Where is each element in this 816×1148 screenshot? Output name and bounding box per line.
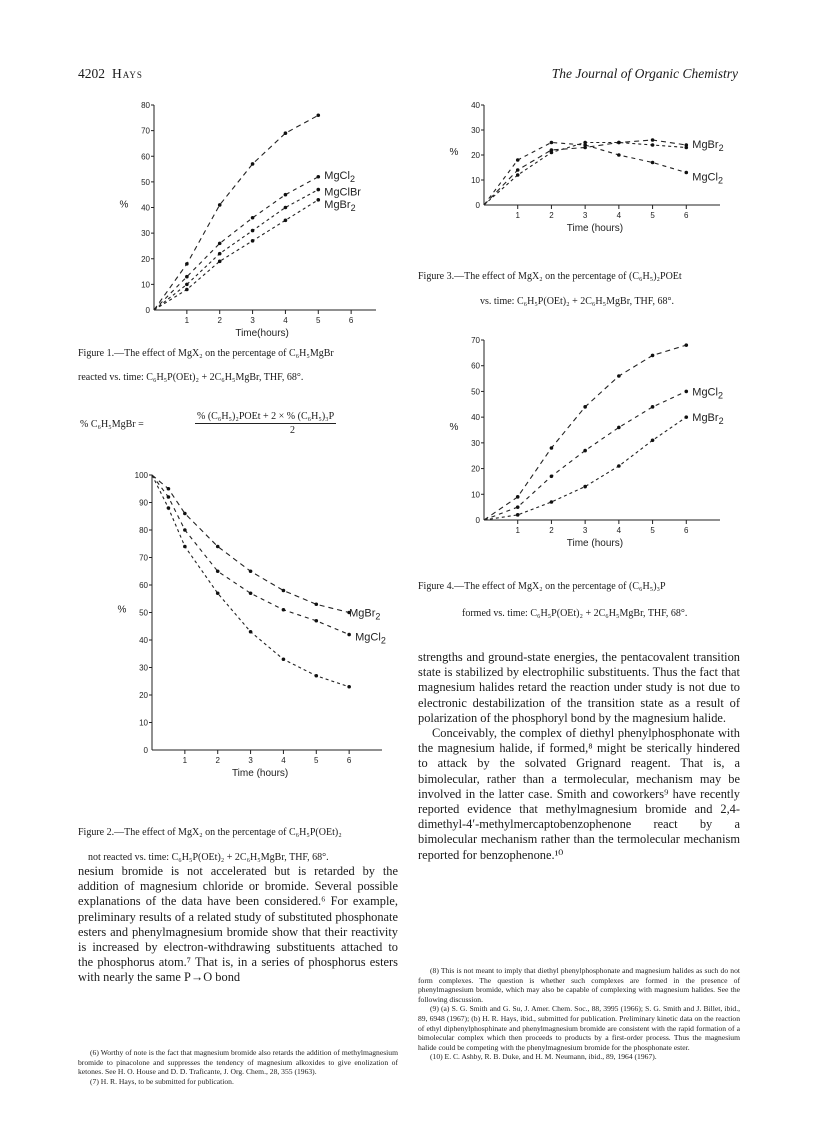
series-line [484, 417, 686, 520]
series-line [154, 177, 318, 310]
data-point [218, 252, 222, 256]
data-point [684, 415, 688, 419]
y-tick-label: 20 [471, 464, 480, 474]
data-point [684, 171, 688, 175]
data-point [617, 426, 621, 430]
data-point [684, 146, 688, 150]
figure-2-chart [100, 465, 400, 805]
figure-1-caption: Figure 1.—The effect of MgX₂ on the percentage of C₆H₅MgBr reacted vs. time: C₆H₅P(OEt)₂ + 2C₆H₅MgBr, THF, 68°. [78, 348, 334, 383]
figure-1-chart [76, 95, 376, 340]
data-point [550, 141, 554, 145]
y-tick-label: 10 [141, 280, 150, 290]
y-tick-label: 100 [134, 471, 148, 480]
x-tick-label: 1 [182, 756, 188, 765]
y-axis-label: % [117, 604, 127, 616]
data-point [282, 608, 286, 612]
y-tick-label: 20 [471, 151, 480, 160]
data-point [583, 485, 587, 489]
data-point [216, 591, 220, 595]
series-label: MgCl$_2$ [692, 171, 723, 186]
y-tick-label: 0 [475, 516, 480, 525]
series-label: MgClBr [324, 186, 361, 199]
y-tick-label: 30 [471, 126, 480, 135]
x-axis-label: Time (hours) [566, 223, 624, 234]
data-point [550, 474, 554, 478]
data-point [185, 288, 189, 292]
data-point [284, 193, 288, 197]
data-point [617, 141, 621, 145]
data-point [583, 141, 587, 145]
x-tick-label: 4 [283, 316, 288, 325]
x-tick-label: 3 [582, 211, 588, 220]
y-tick-label: 30 [141, 229, 150, 239]
y-tick-label: 50 [141, 177, 150, 187]
x-tick-label: 2 [217, 316, 222, 325]
y-tick-label: 80 [141, 101, 150, 110]
y-axis-label: % [449, 422, 459, 433]
journal-title: The Journal of Organic Chemistry [551, 66, 738, 81]
x-tick-label: 6 [684, 211, 689, 220]
footnote-6: (6) Worthy of note is the fact that magnesium bromide also retards the addition of methylmagnesium bromide to pinacolone and suppresses the tendency of magnesium alkoxides to give enolization of ketones. See H. O. House and D. D. Traficante, J. Org. Chem., 28, 355 (1963). [78, 1048, 398, 1077]
data-point [218, 203, 222, 207]
y-tick-label: 20 [139, 691, 148, 700]
data-point [185, 262, 189, 266]
series-line [154, 190, 318, 310]
y-tick-label: 90 [139, 498, 148, 508]
y-tick-label: 10 [139, 718, 148, 728]
y-tick-label: 30 [471, 438, 480, 448]
data-point [216, 569, 220, 573]
footnote-7: (7) H. R. Hays, to be submitted for publication. [90, 1076, 234, 1086]
x-tick-label: 3 [582, 526, 588, 535]
data-point [167, 487, 171, 491]
data-point [651, 161, 655, 165]
x-axis-label: Time (hours) [566, 538, 624, 549]
data-point [516, 173, 520, 177]
figure-4-caption: Figure 4.—The effect of MgX₂ on the percentage of (C₆H₅)₃P formed vs. time: C₆H₅P(OEt)₂ + 2C₆H₅MgBr, THF, 68°. [418, 581, 688, 619]
series-label: MgBr$_2$ [692, 412, 724, 427]
data-point [218, 242, 222, 246]
figure-4-chart [440, 335, 740, 570]
data-point [284, 131, 288, 135]
x-tick-label: 2 [549, 526, 554, 535]
footnotes-left [78, 1048, 398, 1086]
data-point [684, 390, 688, 394]
x-tick-label: 5 [650, 211, 655, 220]
y-tick-label: 70 [139, 553, 148, 563]
series-label: MgBr$_2$ [692, 139, 724, 153]
figure-2-caption: Figure 2.—The effect of MgX₂ on the percentage of C₆H₅P(OEt)₂ not reacted vs. time: C₆H₅P(OEt)₂ + 2C₆H₅MgBr, THF, 68°. [78, 827, 342, 863]
data-point [185, 275, 189, 279]
y-tick-label: 40 [471, 413, 480, 423]
data-point [617, 374, 621, 378]
series-line [154, 115, 318, 310]
y-tick-label: 80 [139, 526, 148, 535]
x-tick-label: 2 [549, 211, 554, 220]
series-label: MgBr$_2$ [324, 198, 356, 213]
right-column-text [418, 650, 740, 863]
x-tick-label: 4 [616, 211, 622, 220]
x-axis-label: Time (hours) [231, 768, 289, 779]
y-tick-label: 60 [471, 361, 480, 371]
data-point [218, 260, 222, 264]
series-line [484, 345, 686, 520]
data-point [251, 162, 255, 166]
data-point [516, 158, 520, 162]
series-label: MgCl$_2$ [692, 386, 723, 401]
series-line [484, 143, 686, 206]
figure-3-chart [440, 95, 740, 255]
y-tick-label: 0 [143, 746, 148, 755]
data-point [550, 446, 554, 450]
data-point [684, 343, 688, 347]
x-tick-label: 1 [515, 526, 520, 535]
data-point [284, 219, 288, 223]
y-axis-label: % [449, 147, 459, 158]
y-tick-label: 40 [141, 203, 150, 213]
x-tick-label: 4 [616, 526, 622, 535]
x-tick-label: 5 [650, 526, 655, 535]
data-point [516, 495, 520, 499]
y-tick-label: 70 [471, 336, 480, 345]
series-line [152, 475, 349, 635]
data-point [282, 657, 286, 661]
footnote-8: (8) This is not meant to imply that diethyl phenylphosphonate and magnesium halides as such do not form complexes. The question is whether such complexes are formed in the presence of phenylmagnesium bromide, which may also be capable of complexing with magnesium halides. See the following discussion. [418, 966, 740, 1004]
data-point [249, 569, 253, 573]
data-point [251, 229, 255, 233]
data-point [314, 619, 318, 623]
data-point [516, 505, 520, 509]
series-label: MgBr$_2$ [349, 607, 381, 622]
data-point [651, 138, 655, 142]
footnote-9: (9) (a) S. G. Smith and G. Su, J. Amer. Chem. Soc., 88, 3995 (1966); S. G. Smith and J. Billet, ibid., 89, 6948 (1967); (b) H. R. Hays, ibid., submitted for publication. Preliminary kinetic data on the reaction of ethyl diphenylphosphinate and phenylmagnesium bromide are consistent with the rapid formation of a bimolecular complex which then proceeds to products by a first-order process. Thus the magnesium halide could be competing with the phenylmagnesium bromide for the phosphonate ester. [418, 1004, 740, 1052]
data-point [583, 405, 587, 409]
y-axis-label: % [119, 199, 129, 211]
data-point [314, 602, 318, 606]
data-point [314, 674, 318, 678]
series-line [154, 200, 318, 310]
data-point [216, 545, 220, 549]
y-tick-label: 0 [145, 306, 150, 315]
y-tick-label: 70 [141, 126, 150, 136]
data-point [251, 239, 255, 243]
x-tick-label: 5 [314, 756, 319, 765]
footnote-10: (10) E. C. Ashby, R. B. Duke, and H. M. Neumann, ibid., 89, 1964 (1967). [430, 1052, 657, 1062]
data-point [316, 113, 320, 117]
x-tick-label: 3 [248, 756, 253, 765]
data-point [185, 283, 189, 287]
x-tick-label: 4 [281, 756, 286, 765]
series-label: MgCl$_2$ [324, 169, 355, 184]
x-tick-label: 5 [316, 316, 321, 325]
left-column-text [78, 864, 398, 986]
data-point [617, 153, 621, 157]
footnotes-right [418, 966, 740, 1062]
data-point [167, 495, 171, 499]
data-point [251, 216, 255, 220]
data-point [550, 500, 554, 504]
data-point [516, 513, 520, 517]
y-tick-label: 60 [139, 581, 148, 590]
data-point [583, 449, 587, 453]
x-tick-label: 6 [348, 316, 354, 325]
paragraph: Conceivably, the complex of diethyl phenylphosphonate with the magnesium halide, if formed,⁸ might be sterically hindered to attack by the solvated Grignard reagent. That is, a bimolecular, rather than a termolecular, mechanism may be involved in the latter case. Smith and coworkers⁹ have recently reported evidence that methylmagnesium bromide and 2,4-dimethyl-4′-methylmercaptobenzophenone react by a bimolecular mechanism rather than the termolecular mechanism reported for benzophenone.¹⁰ [418, 726, 740, 862]
data-point [550, 151, 554, 155]
x-axis-label: Time(hours) [235, 328, 289, 339]
data-point [316, 198, 320, 202]
paragraph: nesium bromide is not accelerated but is retarded by the addition of magnesium chloride or bromide. Several possible explanations of the data have been considered.⁶ For example, preliminary results of a related study of substituted phosphonate esters and phenylmagnesium bromide show that their reactivity is increased by electron-withdrawing substituents attached to the phosphorus atom.⁷ That is, in a series of phosphorus esters with nearly the same P→O bond [78, 864, 398, 985]
series-line [484, 140, 686, 205]
x-tick-label: 1 [184, 316, 190, 325]
data-point [651, 143, 655, 147]
x-tick-label: 1 [515, 211, 520, 220]
x-tick-label: 6 [684, 526, 689, 535]
y-tick-label: 40 [471, 101, 480, 110]
data-point [249, 591, 253, 595]
y-tick-label: 10 [471, 176, 480, 185]
data-point [347, 633, 351, 637]
x-tick-label: 6 [346, 756, 352, 765]
y-tick-label: 60 [141, 152, 150, 162]
data-point [316, 175, 320, 179]
data-point [316, 188, 320, 192]
x-tick-label: 2 [215, 756, 220, 765]
series-line [484, 143, 686, 206]
y-tick-label: 30 [139, 663, 148, 673]
data-point [183, 528, 187, 532]
data-point [183, 545, 187, 549]
data-point [347, 685, 351, 689]
series-line [152, 475, 349, 687]
data-point [651, 405, 655, 409]
y-tick-label: 0 [475, 201, 480, 210]
running-author: Hays [112, 66, 143, 81]
y-tick-label: 50 [471, 387, 480, 397]
page-number: 4202 [78, 66, 105, 81]
y-tick-label: 50 [139, 608, 148, 618]
data-point [183, 512, 187, 516]
data-point [284, 206, 288, 210]
data-point [249, 630, 253, 634]
series-line [484, 391, 686, 520]
paragraph: strengths and ground-state energies, the pentacovalent transition state is stabilized by electrophilic substituents. Thus the fact that magnesium halides retard the reaction under study is not due to electronic destabilization of the transition state as a result of polarization of the phosphoryl bond by the magnesium halide. [418, 650, 740, 725]
y-tick-label: 10 [471, 490, 480, 500]
y-tick-label: 40 [139, 636, 148, 645]
series-label: MgCl$_2$ [355, 631, 386, 646]
data-point [282, 589, 286, 593]
data-point [167, 506, 171, 510]
figure-3-caption: Figure 3.—The effect of MgX₂ on the percentage of (C₆H₅)₂POEt vs. time: C₆H₅P(OEt)₂ + 2C₆H₅MgBr, THF, 68°. [418, 271, 682, 307]
data-point [516, 168, 520, 172]
data-point [651, 438, 655, 442]
data-point [617, 464, 621, 468]
data-point [651, 354, 655, 358]
y-tick-label: 20 [141, 254, 150, 264]
x-tick-label: 3 [250, 316, 255, 325]
